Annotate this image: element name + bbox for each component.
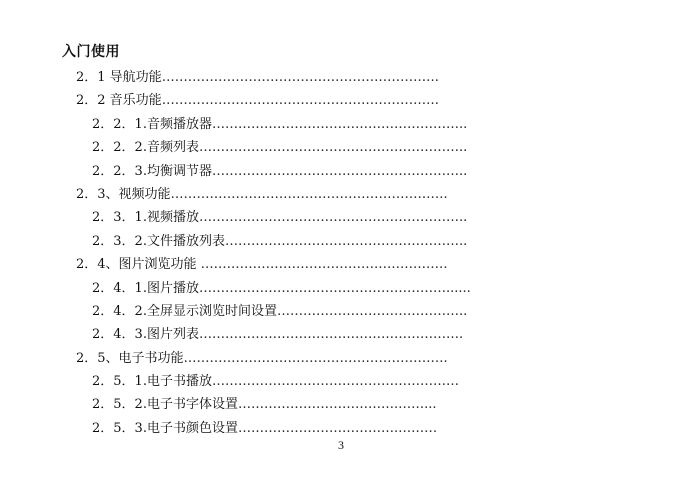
toc-leader: …………………………………………………….. bbox=[198, 140, 468, 156]
toc-entry bbox=[0, 230, 506, 253]
toc-entry-title: 2．5．2.电子书字体设置 bbox=[92, 397, 238, 413]
toc-leader: …………………………………………………...... bbox=[198, 280, 471, 296]
toc-leader: ……………………………………………….. bbox=[224, 233, 468, 249]
toc-entry bbox=[0, 300, 506, 323]
toc-leader: ……………………………….……... bbox=[237, 397, 437, 413]
toc-leader: ………………………………………………… bbox=[196, 257, 448, 273]
toc-leader: ……………………………………………………. bbox=[183, 350, 448, 366]
table-of-contents bbox=[0, 66, 682, 440]
toc-leader: ………………………………………………………. bbox=[170, 186, 448, 202]
toc-entry-title: 2．5．3.电子书颜色设置 bbox=[92, 420, 238, 436]
toc-entry bbox=[0, 277, 506, 300]
toc-leader: ………………………………………………….. bbox=[211, 116, 468, 132]
toc-leader: ………………………………………………….. bbox=[211, 163, 468, 179]
toc-entry bbox=[0, 89, 504, 112]
toc-entry-title: 2．4．3.图片列表 bbox=[92, 327, 199, 343]
toc-entry-title: 2．5．1.电子书播放 bbox=[92, 374, 212, 390]
toc-entry bbox=[0, 370, 506, 393]
toc-entry bbox=[0, 66, 504, 89]
toc-entry-title: 2．2 音乐功能 bbox=[76, 93, 162, 109]
toc-entry-title: 2．4．1.图片播放 bbox=[92, 280, 199, 296]
toc-entry bbox=[0, 253, 504, 276]
toc-entry-title: 2．4．2.全屏显示浏览时间设置 bbox=[92, 303, 277, 319]
toc-entry-title: 2．2．2.音频列表 bbox=[92, 140, 199, 156]
toc-leader: ……………………………………………………. bbox=[198, 327, 464, 343]
toc-entry bbox=[0, 160, 506, 183]
toc-entry bbox=[0, 113, 506, 136]
toc-entry bbox=[0, 417, 506, 440]
toc-entry-title: 2．4、图片浏览功能 bbox=[76, 257, 197, 273]
toc-entry bbox=[0, 183, 504, 206]
toc-leader: …………………………………………………….. bbox=[198, 210, 468, 226]
toc-entry-title: 2．3．2.文件播放列表 bbox=[92, 233, 225, 249]
section-heading: 入门使用 bbox=[62, 44, 120, 60]
toc-entry-title: 2．5、电子书功能 bbox=[76, 350, 184, 366]
toc-leader: ……………………………….……… bbox=[237, 420, 438, 436]
toc-entry bbox=[0, 393, 506, 416]
toc-entry-title: 2．2．1.音频播放器 bbox=[92, 116, 212, 132]
toc-entry bbox=[0, 206, 506, 229]
toc-leader: ………………………………………………… bbox=[211, 374, 459, 390]
toc-entry bbox=[0, 323, 506, 346]
toc-entry-title: 2．1 导航功能 bbox=[76, 70, 162, 85]
toc-entry bbox=[0, 136, 506, 159]
toc-entry-title: 2．2．3.均衡调节器 bbox=[92, 163, 212, 179]
toc-leader: ………………………………………………………. bbox=[161, 70, 439, 85]
toc-leader: ………………………………………………………. bbox=[161, 93, 439, 109]
toc-entry-title: 2．3．1.视频播放 bbox=[92, 210, 199, 226]
toc-entry-title: 2．3、视频功能 bbox=[76, 186, 171, 202]
toc-entry bbox=[0, 347, 504, 370]
page-number: 3 bbox=[338, 438, 344, 452]
toc-leader: …………………………………….. bbox=[276, 303, 468, 319]
